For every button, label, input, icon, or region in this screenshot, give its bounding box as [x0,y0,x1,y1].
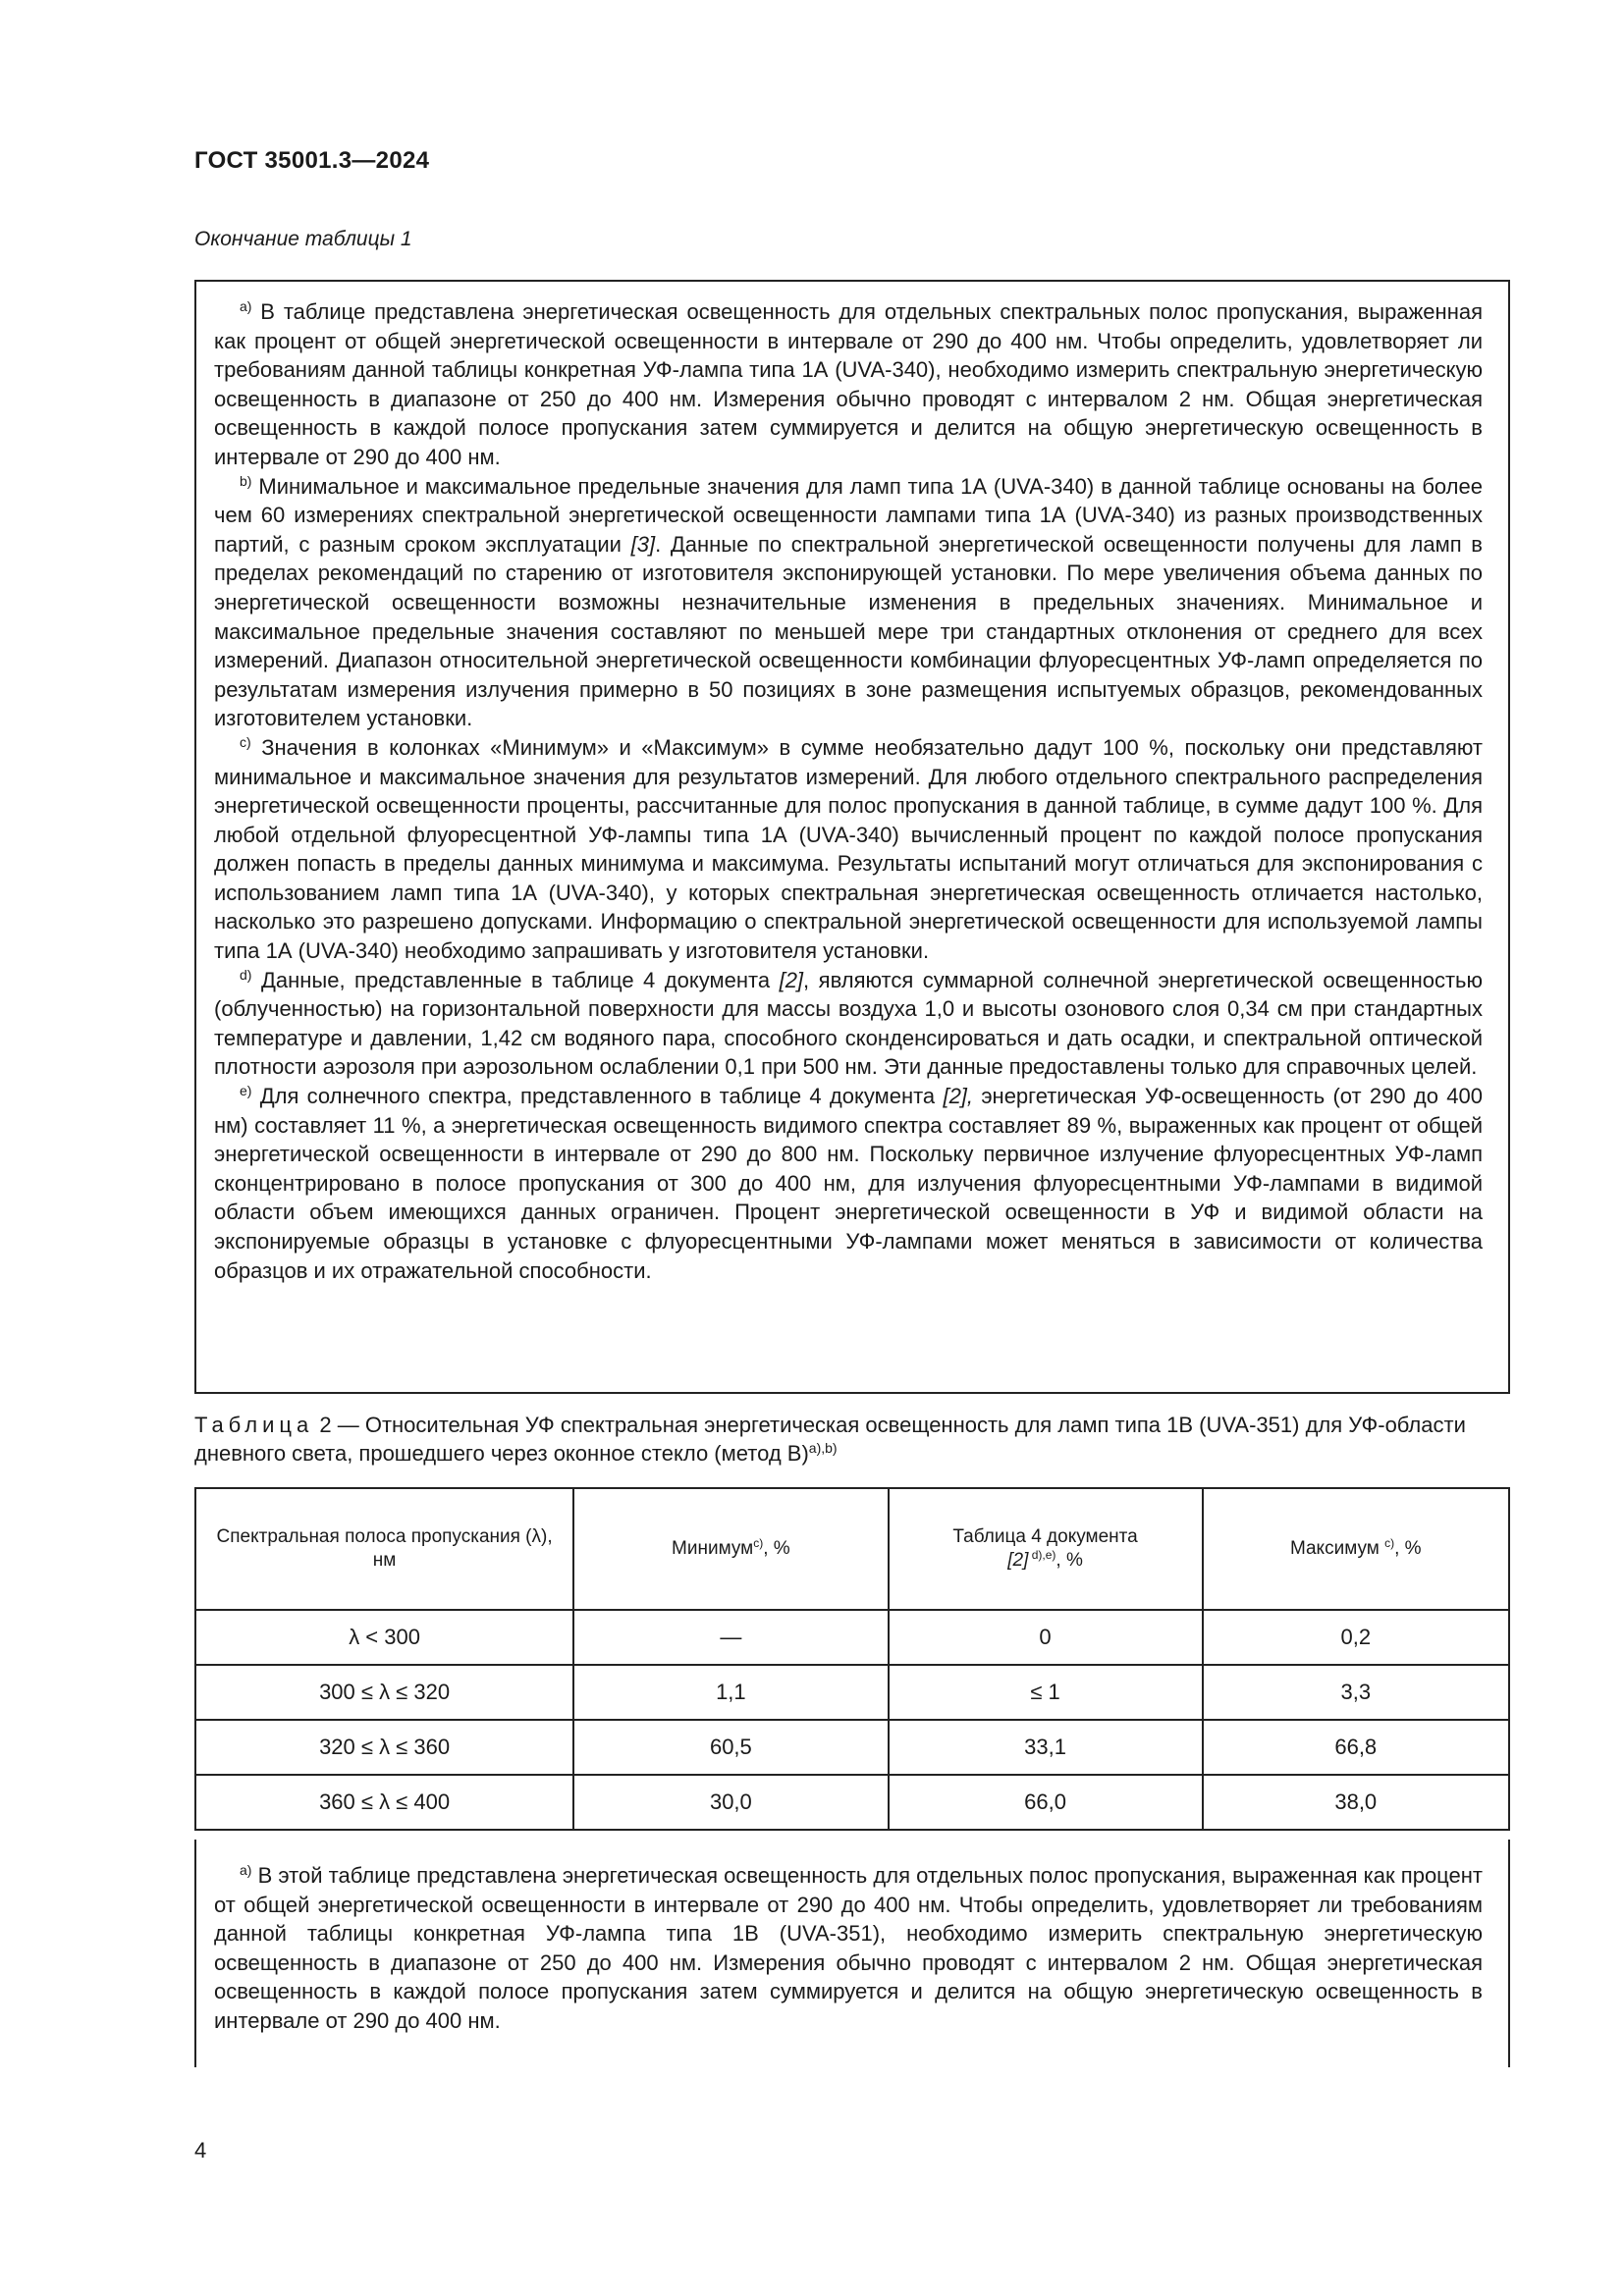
footnote [214,1861,1483,2036]
footnote-citation: [2], [943,1084,974,1109]
footnote-text: В таблице представлена энергетическая освещенность для отдельных спектральных полос пропускания, выраженная как процент от общей энергетической освещенности в интервале от 290 до 400 нм. Чтобы определить, удовлетворяет ли требованиям данной таблицы конкретная УФ-лампа типа 1А (UVA-340), необходимо измерить спектральную энергетическую освещенность в диапазоне от 250 до 400 нм. Измерения обычно проводят с интервалом 2 нм. Общая энергетическая освещенность в каждой полосе пропускания затем суммируется и делится на общую энергетическую освещенность в интервале от 290 до 400 нм. [214,299,1483,469]
table-row [195,1775,1509,1830]
header-max-footnote-ref: c) [1384,1536,1395,1550]
footnote [214,297,1483,472]
cell-min: 1,1 [573,1665,888,1720]
footnote-marker: d) [240,966,252,983]
cell-min: 30,0 [573,1775,888,1830]
header-ref-text: Таблица 4 документа [952,1526,1138,1547]
header-max [1203,1488,1509,1610]
cell-min: — [573,1610,888,1665]
cell-max: 0,2 [1203,1610,1509,1665]
footnote-marker: a) [240,1862,252,1878]
cell-band: 360 ≤ λ ≤ 400 [195,1775,573,1830]
cell-ref: ≤ 1 [889,1665,1203,1720]
page-number: 4 [194,2138,207,2163]
table2-data [194,1487,1510,1831]
table1-notes-box [194,280,1510,1394]
footnote-citation: [3] [630,531,656,557]
footnote-marker: e) [240,1083,252,1099]
cell-min: 60,5 [573,1720,888,1775]
header-ref-doc: [2] [1007,1550,1029,1571]
header-ref-unit: , % [1056,1550,1083,1571]
cell-band: λ < 300 [195,1610,573,1665]
header-min-text: Минимум [672,1538,754,1559]
footnote-marker: b) [240,472,252,489]
cell-max: 38,0 [1203,1775,1509,1830]
table-row [195,1610,1509,1665]
table2-notes-box [194,1840,1510,2067]
table2-title-footnote-ref: a),b) [808,1440,838,1456]
footnote-citation: [2] [779,967,804,992]
header-max-unit: , % [1394,1538,1422,1559]
cell-ref: 33,1 [889,1720,1203,1775]
table2-title [194,1411,1510,1468]
header-band-text: Спектральная полоса пропускания (λ), нм [216,1526,553,1571]
footnote-text: энергетическая УФ-освещенность (от 290 до 400 нм) составляет 11 %, а энергетическая освещенность видимого спектра составляет 89 %, выраженных как процент от общей энергетической освещенности в интервале от 290 до 800 нм. Поскольку первичное излучение флуоресцентных УФ-ламп сконцентрировано в полосе пропускания от 300 до 400 нм, для излучения флуоресцентными УФ-лампами в видимой области объем имеющихся данных ограничен. Процент энергетической освещенности в УФ и видимой области на экспонируемые образцы в установке с флуоресцентными УФ-лампами может меняться в зависимости от количества образцов и их отражательной способности. [214,1084,1483,1283]
cell-ref: 66,0 [889,1775,1203,1830]
footnote [214,966,1483,1082]
footnote [214,733,1483,966]
cell-band: 300 ≤ λ ≤ 320 [195,1665,573,1720]
cell-band: 320 ≤ λ ≤ 360 [195,1720,573,1775]
cell-max: 3,3 [1203,1665,1509,1720]
cell-ref: 0 [889,1610,1203,1665]
table2-title-text: 2 — Относительная УФ спектральная энергетическая освещенность для ламп типа 1В (UVA-351) для УФ-области дневного света, прошедшего через оконное стекло (метод В) [194,1413,1466,1466]
footnote [214,1082,1483,1285]
footnote-text: . Данные по спектральной энергетической освещенности получены для ламп в пределах рекомендаций по старению от изготовителя экспонирующей установки. По мере увеличения объема данных по энергетической освещенности возможны незначительные изменения в предельных значениях. Минимальное и максимальное предельные значения составляют по меньшей мере три стандартных отклонения от среднего для всех измерений. Диапазон относительной энергетической освещенности комбинации флуоресцентных УФ-ламп определяется по результатам измерения излучения примерно в 50 позициях в зоне размещения испытуемых образцов, рекомендованных изготовителем установки. [214,531,1483,731]
footnote-marker: a) [240,298,252,314]
table-continuation-caption: Окончание таблицы 1 [194,228,412,250]
header-ref [889,1488,1203,1610]
header-min-unit: , % [763,1538,790,1559]
table-header-row [195,1488,1509,1610]
footnote-text: В этой таблице представлена энергетическая освещенность для отдельных полос пропускания, выраженная как процент от общей энергетической освещенности в интервале от 290 до 400 нм. Чтобы определить, удовлетворяет ли требованиям данной таблицы конкретная УФ-лампа типа 1В (UVA-351), необходимо измерить спектральную энергетическую освещенность в диапазоне от 250 до 400 нм. Измерения обычно проводят с интервалом 2 нм. Общая энергетическая освещенность в каждой полосе пропускания затем суммируется и делится на общую энергетическую освещенность в интервале от 290 до 400 нм. [214,1863,1483,2033]
document-header: ГОСТ 35001.3—2024 [194,147,430,174]
footnote-text: Для солнечного спектра, представленного в таблице 4 документа [251,1084,944,1109]
header-min [573,1488,888,1610]
footnote-text: Минимальное и максимальное предельные значения для ламп типа 1А (UVA-340) в данной таблице основаны на более чем 60 измерениях спектральной энергетической освещенности лампами типа 1А (UVA-340) из разных производственных партий, с разным сроком эксплуатации [214,473,1483,557]
header-min-footnote-ref: c) [753,1536,764,1550]
header-ref-footnote-ref: d),e) [1028,1548,1056,1562]
footnote-marker: c) [240,733,251,750]
header-max-text: Максимум [1289,1538,1385,1559]
header-band [195,1488,573,1610]
footnote-text: Значения в колонках «Минимум» и «Максимум» в сумме необязательно дадут 100 %, поскольку они представляют минимальное и максимальное значения для результатов измерений. Для любого отдельного спектрального распределения энергетической освещенности проценты, рассчитанные для полос пропускания в данной таблице, в сумме дадут 100 %. Для любой отдельной флуоресцентной УФ-лампы типа 1А (UVA-340) вычисленный процент по каждой полосе пропускания должен попасть в пределы данных минимума и максимума. Результаты испытаний могут отличаться для экспонирования с использованием ламп типа 1А (UVA-340), у которых спектральная энергетическая освещенность отличается настолько, насколько это разрешено допусками. Информацию о спектральной энергетической освещенности для используемой лампы типа 1А (UVA-340) необходимо запрашивать у изготовителя установки. [214,734,1483,964]
footnote-text: , являются суммарной солнечной энергетической освещенностью (облученностью) на горизонтальной поверхности для массы воздуха 1,0 и высоты озонового слоя 0,34 см при стандартных температуре и давлении, 1,42 см водяного пара, способного сконденсироваться и дать осадки, и спектральной оптической плотности аэрозоля при аэрозольном ослаблении 0,1 при 500 нм. Эти данные предоставлены только для справочных целей. [214,967,1483,1080]
table-row [195,1720,1509,1775]
cell-max: 66,8 [1203,1720,1509,1775]
footnote [214,472,1483,733]
table-row [195,1665,1509,1720]
table2-label: Таблица [194,1413,314,1437]
footnote-text: Данные, представленные в таблице 4 документа [251,967,780,992]
